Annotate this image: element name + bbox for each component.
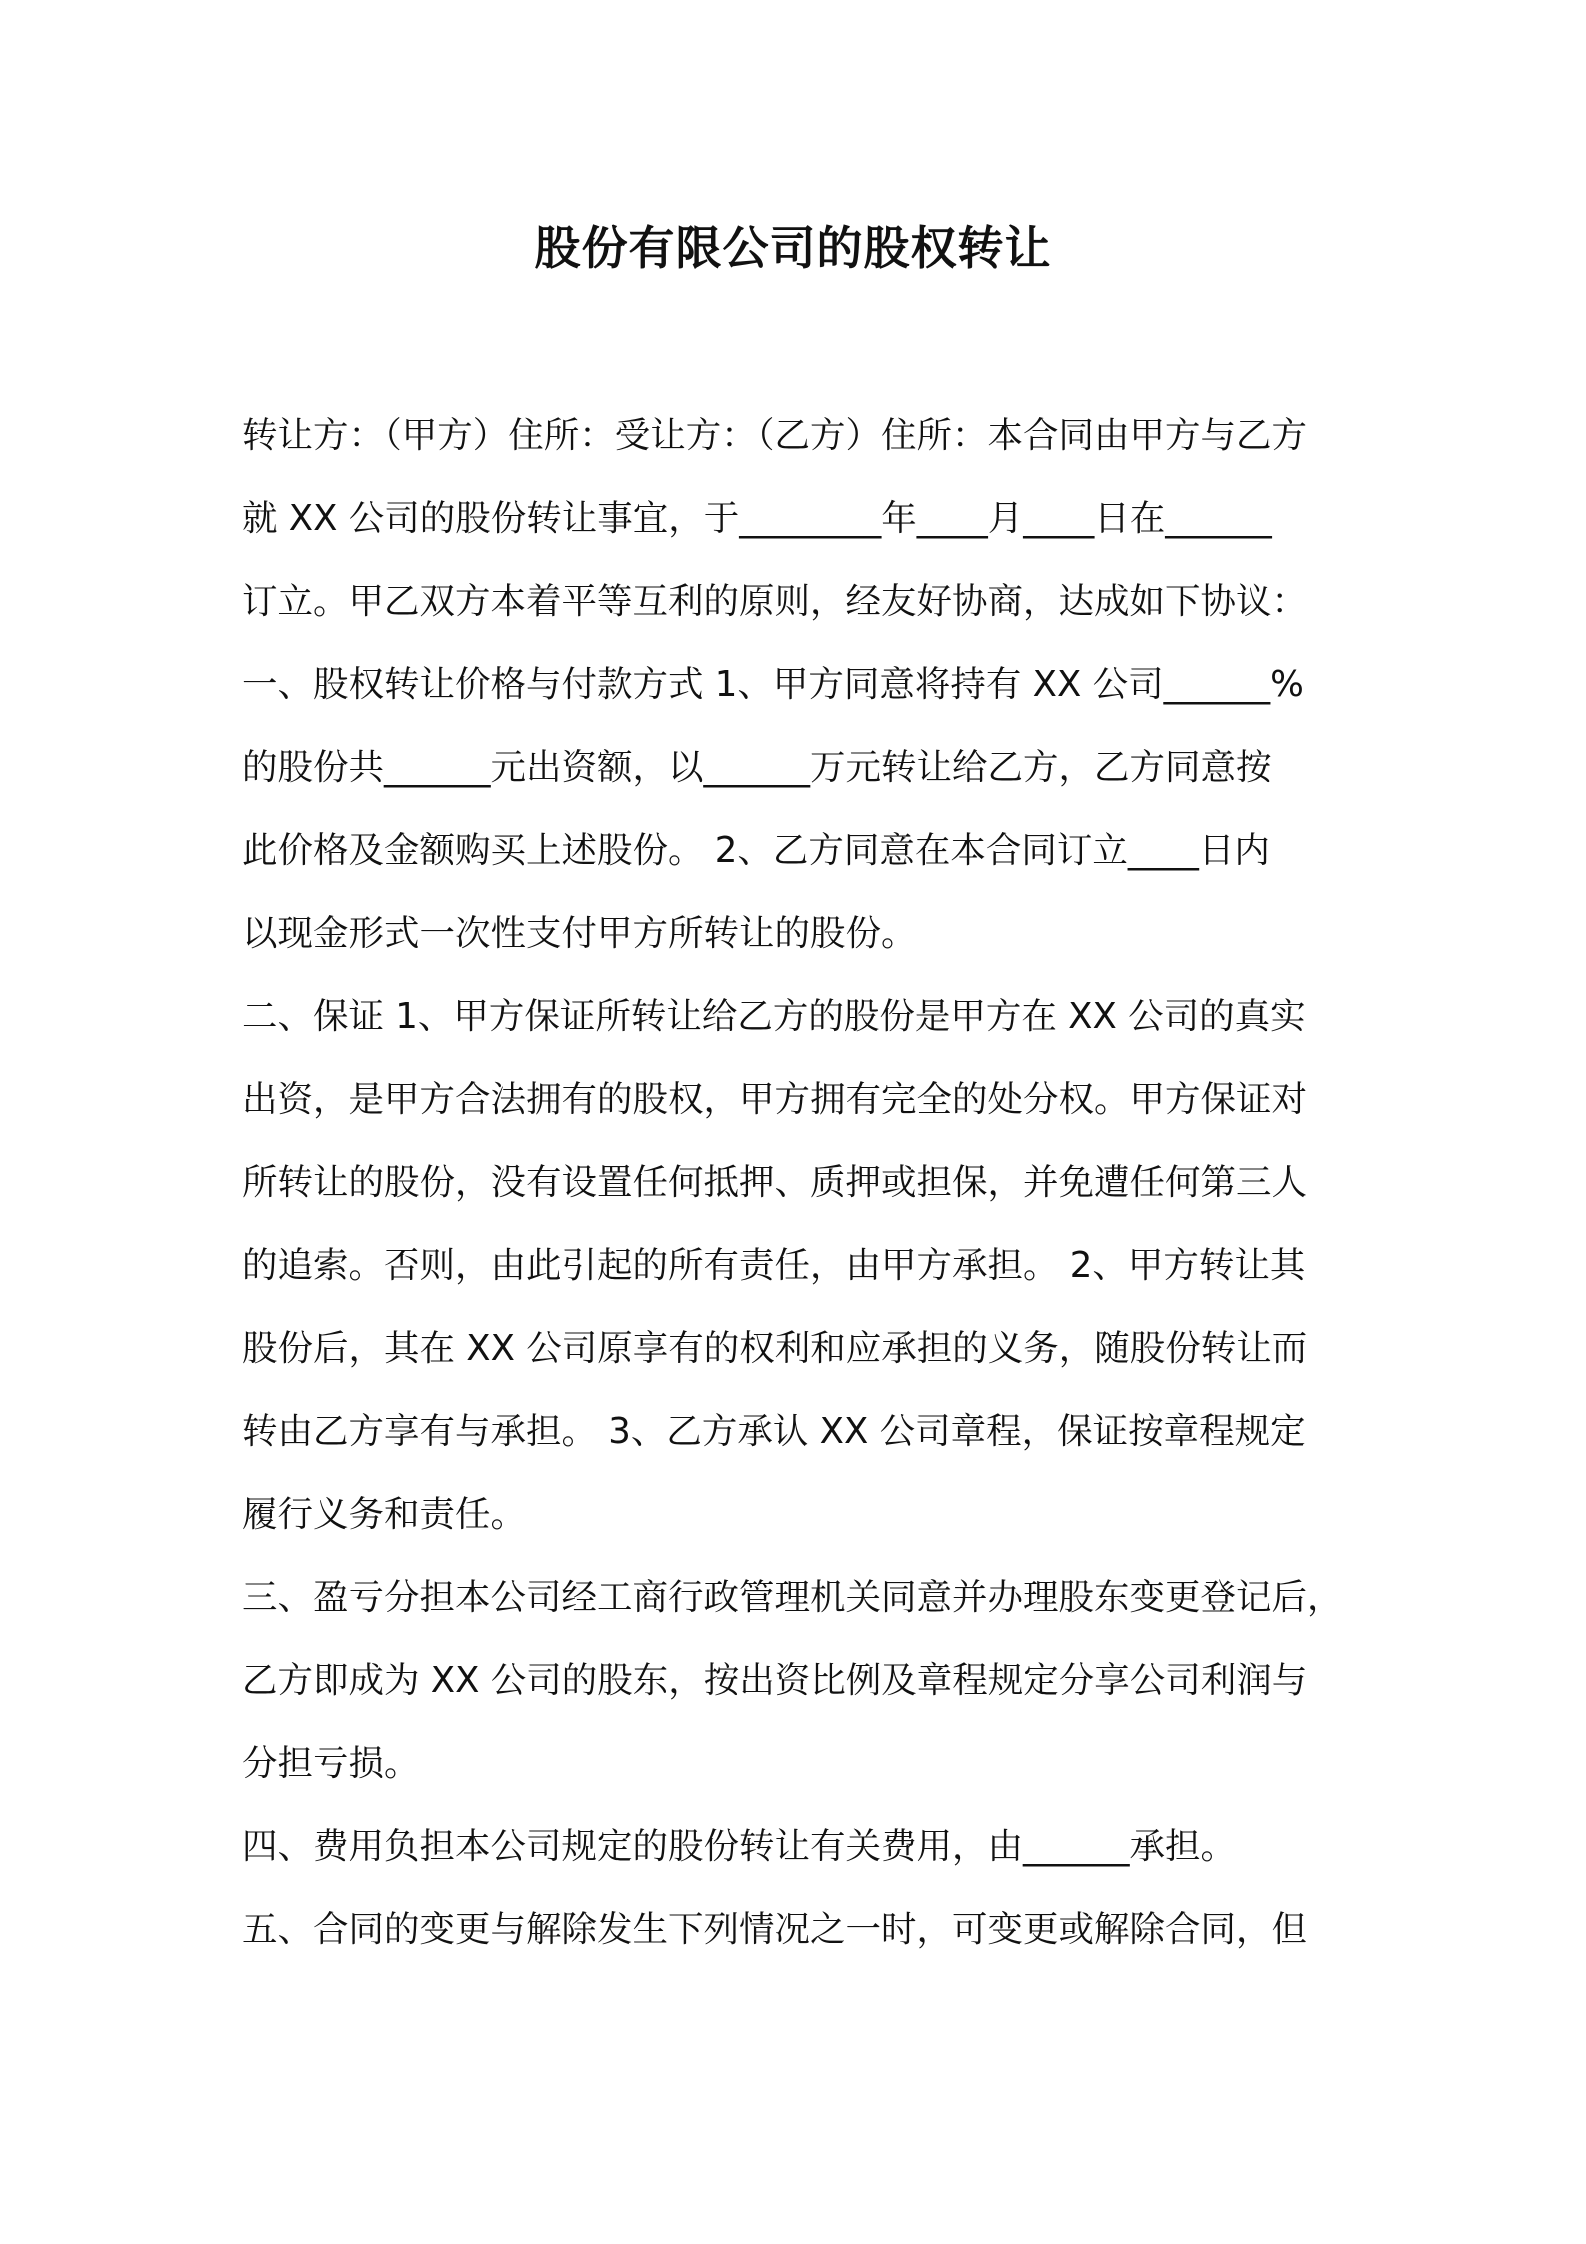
text-line-12: 股份后，其在 XX 公司原享有的权利和应承担的义务，随股份转让而 xyxy=(242,1328,1308,1369)
text-line-15: 三、盈亏分担本公司经工商行政管理机关同意并办理股东变更登记后， xyxy=(242,1577,1343,1618)
text-line-4: 一、股权转让价格与付款方式 1、甲方同意将持有 XX 公司______% xyxy=(242,664,1304,705)
text-line-18: 四、费用负担本公司规定的股份转让有关费用，由______承担。 xyxy=(242,1826,1237,1867)
text-line-6: 此价格及金额购买上述股份。 2、乙方同意在本合同订立____日内 xyxy=(242,830,1270,871)
text-line-17: 分担亏损。 xyxy=(242,1743,420,1784)
text-line-13: 转由乙方享有与承担。 3、乙方承认 XX 公司章程，保证按章程规定 xyxy=(242,1411,1306,1452)
text-line-16: 乙方即成为 XX 公司的股东，按出资比例及章程规定分享公司利润与 xyxy=(242,1660,1308,1701)
document-title: 股份有限公司的股权转让 xyxy=(534,221,1052,275)
text-line-8: 二、保证 1、甲方保证所转让给乙方的股份是甲方在 XX 公司的真实 xyxy=(242,996,1306,1037)
text-line-14: 履行义务和责任。 xyxy=(242,1494,527,1535)
text-line-5: 的股份共______元出资额，以______万元转让给乙方，乙方同意按 xyxy=(242,747,1272,788)
text-line-2: 就 XX 公司的股份转让事宜，于________年____月____日在______ xyxy=(242,498,1272,539)
text-line-10: 所转让的股份，没有设置任何抵押、质押或担保，并免遭任何第三人 xyxy=(242,1162,1308,1203)
text-line-19: 五、合同的变更与解除发生下列情况之一时，可变更或解除合同，但 xyxy=(242,1909,1308,1950)
text-line-1: 转让方：（甲方）住所：受让方：（乙方）住所：本合同由甲方与乙方 xyxy=(242,415,1308,456)
text-line-9: 出资，是甲方合法拥有的股权，甲方拥有完全的处分权。甲方保证对 xyxy=(242,1079,1308,1120)
text-line-7: 以现金形式一次性支付甲方所转让的股份。 xyxy=(242,913,917,954)
text-line-11: 的追索。否则，由此引起的所有责任，由甲方承担。 2、甲方转让其 xyxy=(242,1245,1306,1286)
text-line-3: 订立。甲乙双方本着平等互利的原则，经友好协商，达成如下协议： xyxy=(242,581,1308,622)
